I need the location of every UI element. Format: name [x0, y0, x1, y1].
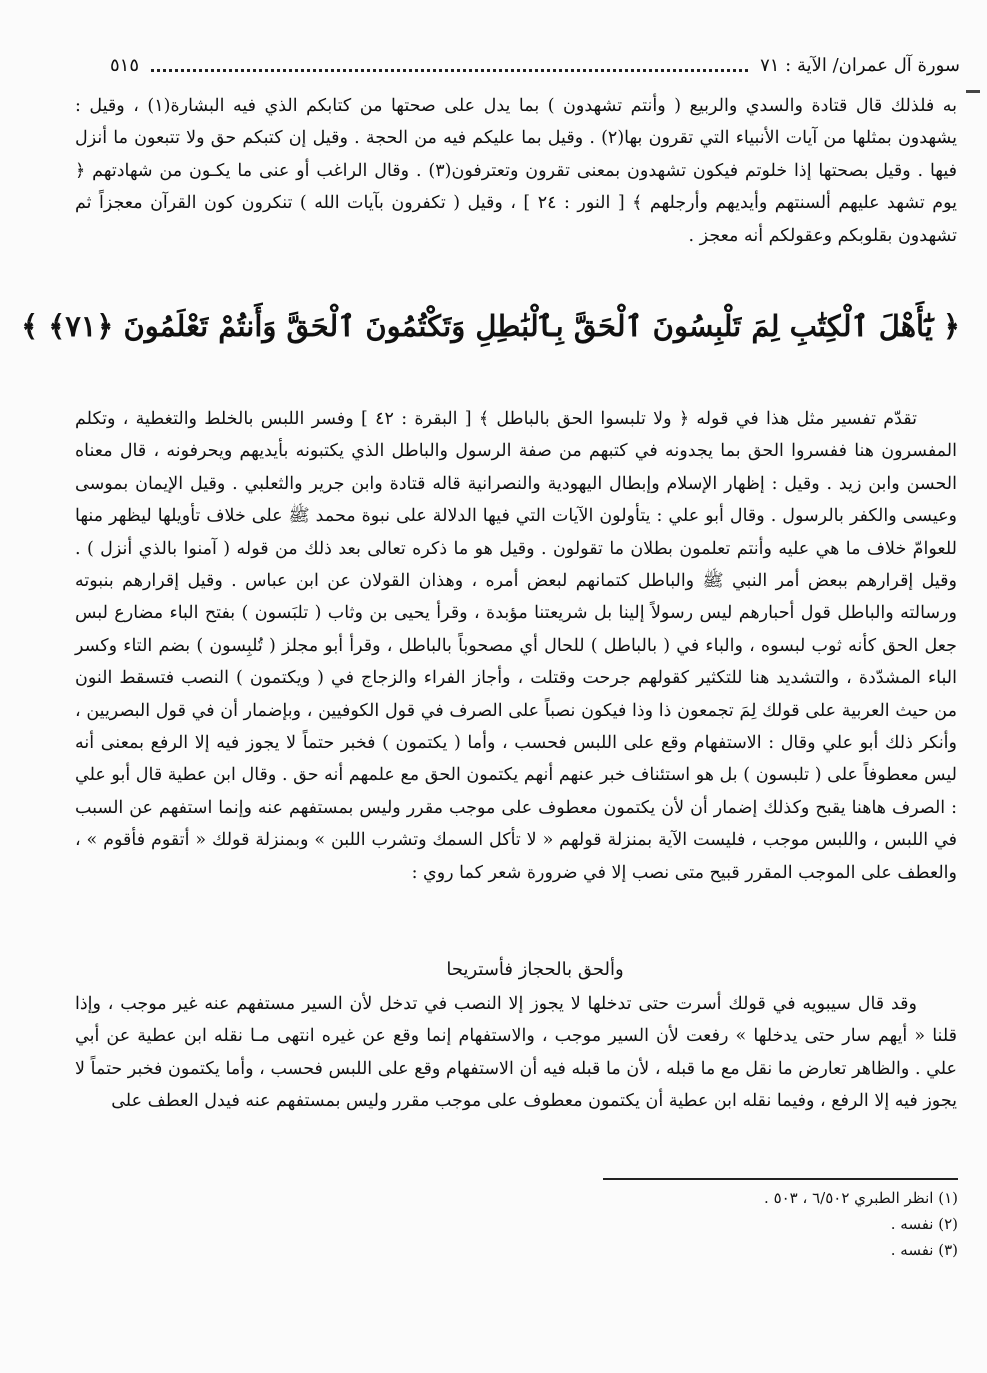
commentary-paragraph-3: وقد قال سيبويه في قولك أسرت حتى تدخلها لا يجوز إلا النصب في تدخل لأن السير مستفهم عنه غير موجب ، وإذا قلنا « أيهم سار حتى يدخلها » رفعت لأن السير موجب ، والاستفهام إنما وقع عن غيره انتهى مـا نقله ابن عطية عن أبي علي . والظاهر تعارض ما نقل مع ما قبله ، لأن ما قبله فيه أن الاستفهام وقع على اللبس فحسب ، وأما يكتمون فخبر حتماً لا يجوز فيه إلا الرفع ، وفيما نقله ابن عطية أن يكتمون معطوف على موجب مقرر وليس بمستفهم عنه فيدل العطف على [75, 994, 957, 1112]
running-header [110, 50, 960, 80]
page-number: ٥١٥ [110, 54, 140, 76]
header-title: سورة آل عمران/ الآية : ٧١ [760, 54, 960, 76]
margin-mark [966, 90, 980, 93]
commentary-paragraph-1: به فلذلك قال قتادة والسدي والربيع ( وأنتم تشهدون ) بما يدل على صحتها من كتابكم الذي فيه البشارة(١) ، وقيل : يشهدون بمثلها من آيات الأنبياء التي تقرون بها(٢) . وقيل بما عليكم فيه من الحجة . وقيل إن كتبكم حق ولا تتبعون ما أنزل فيها . وقيل بصحتها إذا خلوتم فيكون تشهدون بمعنى تقرون وتعترفون(٣) . وقال الراغب أو عنى ما يكـون من شهادتهم ﴿ يوم تشهد عليهم ألسنتهم وأيديهم وأرجلهم ﴾ [ النور : ٢٤ ] ، وقيل ( تكفرون بآيات الله ) تنكرون كون القرآن معجزاً ثم تشهدون بقلوبكم وعقولكم أنه معجز . [75, 96, 958, 246]
footnote-2: (٢) نفسه . [890, 1215, 958, 1233]
poetry-verse: وألحق بالحجاز فأستريحا [446, 959, 624, 980]
footnote-1: (١) انظر الطبري ٦/٥٠٢ ، ٥٠٣ . [764, 1189, 958, 1207]
quran-verse: ﴿ يَٰٓأَهْلَ ٱلْكِتَٰبِ لِمَ تَلْبِسُونَ ٱلْحَقَّ بِٱلْبَٰطِلِ وَتَكْتُمُونَ ٱلْحَقَّ وَأَنتُمْ تَعْلَمُونَ ﴿٧١﴾ ﴾ [21, 309, 960, 343]
commentary-paragraph-2: تقدّم تفسير مثل هذا في قوله ﴿ ولا تلبسوا الحق بالباطل ﴾ [ البقرة : ٤٢ ] وفسر اللبس بالخلط والتغطية ، وتكلم المفسرون هنا ففسروا الحق بما يجدونه في كتبهم من صفة الرسول والباطل الذي يكتبونه بأيديهم ويحرفونه ، قال معناه الحسن وابن زيد . وقيل : إظهار الإسلام وإبطال اليهودية والنصرانية قاله قتادة وابن جرير والثعلبي . وقيل الإيمان بموسى وعيسى والكفر بالرسول . وقال أبو علي : يتأولون الآيات التي فيها الدلالة على نبوة محمد ﷺ على خلاف تأويلها ليظهر منها للعوامّ خلاف ما هي عليه وأنتم تعلمون بطلان ما تقولون . وقيل هو ما ذكره تعالى بعد ذلك من قوله ( آمنوا بالذي أنزل ) . وقيل إقرارهم ببعض أمر النبي ﷺ والباطل كتمانهم لبعض أمره ، وهذان القولان عن ابن عباس . وقيل إقرارهم بنبوته ورسالته والباطل قول أحبارهم ليس رسولاً إلينا بل شريعتنا مؤبدة ، وقرأ يحيى بن وثاب ( تلبَسون ) بفتح الباء مضارع لبس جعل الحق كأنه ثوب لبسوه ، والباء في ( بالباطل ) للحال أي مصحوباً بالباطل ، وقرأ أبو مجلز ( تُلبِسون ) بضم التاء وكسر الباء المشدّدة ، والتشديد هنا للتكثير كقولهم جرحت وقتلت ، وأجاز الفراء والزجاج في ( ويكتمون ) النصب فتسقط النون من حيث العربية على قولك لِمَ تجمعون ذا وذا فيكون نصباً على الصرف في قول الكوفيين ، وبإضمار أن في قول البصريين ، وأنكر ذلك أبو علي وقال : الاستفهام وقع على اللبس فحسب ، وأما ( يكتمون ) فخبر حتماً لا يجوز فيه إلا الرفع بمعنى أنه ليس معطوفاً على ( تلبسون ) بل هو استئناف خبر عنهم أنهم يكتمون الحق مع علمهم أنه حق . وقال ابن عطية قال أبو علي : الصرف هاهنا يقبح وكذلك إضمار أن لأن يكتمون معطوف على موجب مقرر وليس بمستفهم عنه وإنما استفهم عن السبب في اللبس ، واللبس موجب ، فليست الآية بمنزلة قولهم « لا تأكل السمك وتشرب اللبن » وبمنزلة قولك « أتقوم فأقوم » ، والعطف على الموجب المقرر قبيح متى نصب إلا في ضرورة شعر كما روي : [75, 409, 957, 883]
footnote-separator [603, 1178, 958, 1180]
header-dot-leader [151, 59, 748, 72]
footnotes [500, 1185, 958, 1263]
footnote-3: (٣) نفسه . [890, 1241, 958, 1259]
